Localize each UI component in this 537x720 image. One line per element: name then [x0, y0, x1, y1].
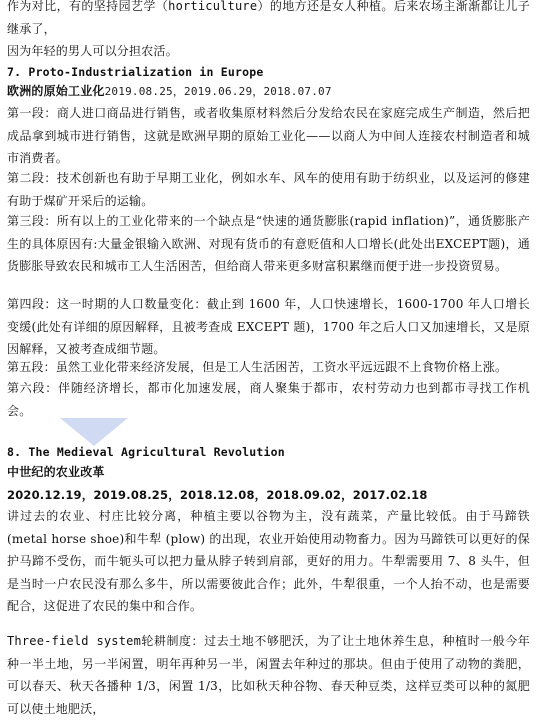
intro-paragraph	[7, 0, 530, 63]
intro-text-a: 作为对比，有的坚持园艺学（	[7, 0, 169, 13]
section-8-para-2-text: 轮耕制度：过去土地不够肥沃，为了让土地休养生息，种植时一般今年种一半土地，另一半闲置，明年再种另一半，闲置去年种过的那块。但由于使用了动物的粪肥，可以春天、秋天各播种 1/3，闲置 1/3，比如秋天种谷物、春天种豆类，这样豆类可以种的氮肥可以使土地肥沃，	[7, 634, 530, 716]
section-7-title-en: 7. Proto-Industrialization in Europe	[7, 65, 264, 79]
section-7-para-1: 第一段：商人进口商品进行销售，或者收集原材料然后分发给农民在家庭完成生产制造，然后把成品拿到城市进行销售，这就是欧洲早期的原始工业化——以商人为中间人连接农村制造者和城市消费者。	[7, 106, 530, 165]
section-7-dates: 2019.08.25，2019.06.29，2018.07.07	[104, 85, 332, 98]
section-7-para-2: 第二段：技术创新也有助于早期工业化，例如水车、风车的使用有助于纺织业，以及运河的修建有助于煤矿开采后的运输。	[7, 171, 530, 208]
section-8-title-en: 8. The Medieval Agricultural Revolution	[7, 445, 285, 459]
section-7-para-6: 第六段：伴随经济增长，都市化加速发展，商人聚集于都市，农村劳动力也到都市寻找工作机会。	[7, 381, 530, 418]
section-8-para-1: 讲过去的农业、村庄比较分离，种植主要以谷物为主，没有蔬菜，产量比较低。由于马蹄铁(metal horse shoe)和牛犁 (plow) 的出现，农业开始使用动物畜力。因为马蹄铁可以更好的保护马蹄不受伤，而牛轭头可以把力量从脖子转到肩部，更好的用力。牛犁需要用 7、8 头牛，但是当时一户农民没有那么多牛，所以需要彼此合作；此外，牛犁很重，一个人抬不动，也是需要配合，这促进了农民的集中和合作。	[7, 509, 530, 613]
intro-term: horticulture	[168, 0, 258, 13]
section-7-title-line	[7, 80, 530, 104]
section-7-para-5: 第五段：虽然工业化带来经济发展，但是工人生活困苦，工资水平远远跟不上食物价格上涨。	[7, 360, 508, 374]
section-8-para-2	[7, 630, 530, 720]
intro-text-c: 因为年轻的男人可以分担农活。	[7, 44, 178, 58]
section-7-para-4: 第四段：这一时期的人口数量变化：截止到 1600 年，人口快速增长，1600-1700 年人口增长变缓(此处有详细的原因解释，且被考查成 EXCEPT 题)，1700 年之后人口又加速增长，又是原因解释，又被考查成细节题。	[7, 297, 530, 356]
section-7-title-cn: 欧洲的原始工业化	[7, 84, 105, 98]
intro-text-b: ）的地方还是女人种植。后来农场主渐渐都让儿子继承了，	[7, 0, 530, 36]
section-8-term: Three-field system	[7, 634, 141, 648]
section-8-dates: 2020.12.19，2019.08.25，2018.12.08，2018.09.02，2017.02.18	[7, 488, 428, 502]
section-8-title-cn: 中世纪的农业改革	[7, 465, 105, 479]
section-7-para-3: 第三段：所有以上的工业化带来的一个缺点是“快速的通货膨胀(rapid inflation)”，通货膨胀产生的具体原因有:大量金银输入欧洲、对现有货币的有意贬值和人口增长(此处出EXCEPT题)，通货膨胀导致农民和城市工人生活困苦，但给商人带来更多财富积累继而便于进一步投资贸易。	[7, 214, 530, 273]
